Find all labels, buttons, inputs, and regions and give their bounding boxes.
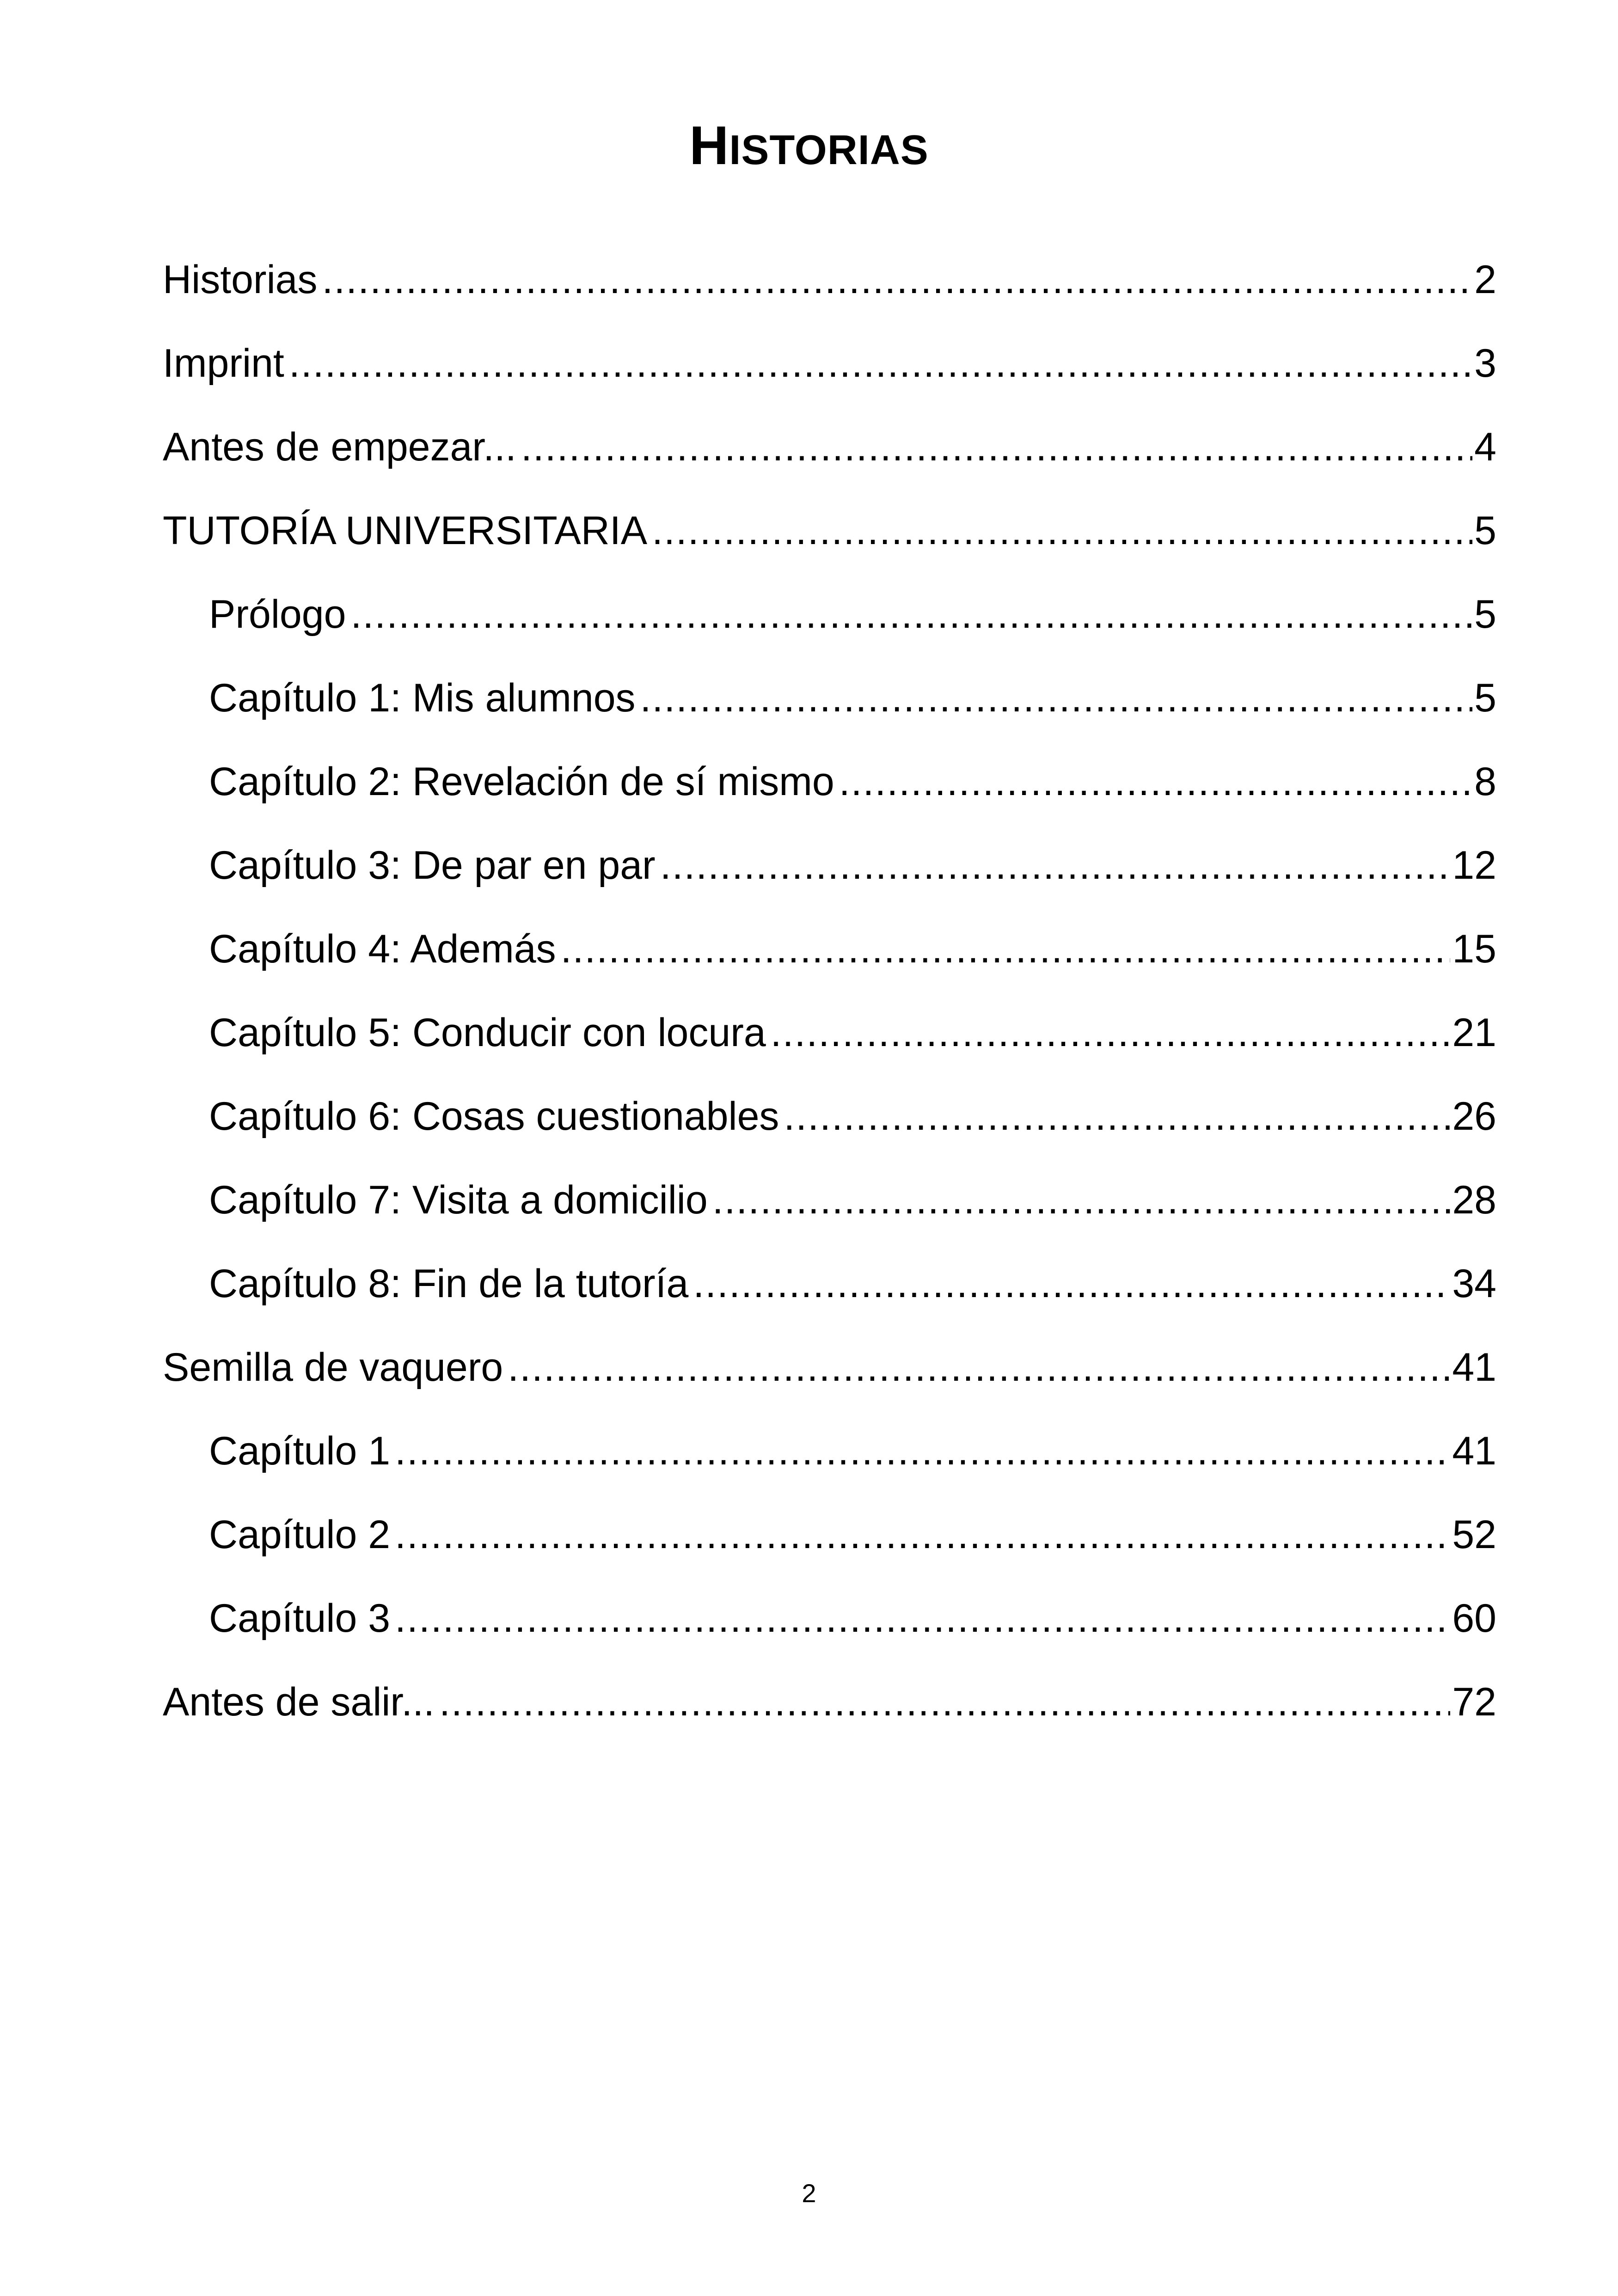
toc-entry-label: Capítulo 6: Cosas cuestionables xyxy=(209,1094,779,1139)
toc-dot-leader xyxy=(712,1172,1451,1228)
toc-entry-label: Historias xyxy=(163,257,318,302)
toc-entry[interactable] xyxy=(163,921,1496,1005)
toc-entry-label: Capítulo 2 xyxy=(209,1512,391,1557)
toc-entry-label: Prólogo xyxy=(209,592,346,637)
toc-entry-page: 15 xyxy=(1452,927,1496,971)
toc-entry[interactable] xyxy=(163,1005,1496,1089)
toc-entry-page: 12 xyxy=(1452,843,1496,888)
toc-dot-leader xyxy=(350,587,1472,642)
toc-dot-leader xyxy=(439,1674,1450,1730)
page-number: 2 xyxy=(802,2179,816,2208)
toc-entry-page: 52 xyxy=(1452,1512,1496,1557)
toc-entry-label: Antes de empezar... xyxy=(163,425,516,469)
toc-entry[interactable] xyxy=(163,754,1496,838)
toc-entry-label: Capítulo 2: Revelación de sí mismo xyxy=(209,759,834,804)
toc-dot-leader xyxy=(771,1005,1451,1060)
toc-entry-label: Capítulo 8: Fin de la tutoría xyxy=(209,1261,689,1306)
toc-entry-page: 2 xyxy=(1474,257,1496,302)
toc-dot-leader xyxy=(395,1591,1450,1646)
toc-entry[interactable] xyxy=(163,587,1496,670)
toc-entry[interactable] xyxy=(163,1674,1496,1758)
toc-entry-page: 28 xyxy=(1452,1178,1496,1222)
toc-entry-page: 26 xyxy=(1452,1094,1496,1139)
toc-entry[interactable] xyxy=(163,419,1496,503)
table-of-contents xyxy=(163,252,1496,1758)
toc-entry-label: Antes de salir... xyxy=(163,1680,435,1724)
toc-dot-leader xyxy=(784,1089,1450,1144)
toc-dot-leader xyxy=(395,1423,1450,1479)
toc-entry[interactable] xyxy=(163,1423,1496,1507)
toc-entry-label: Capítulo 5: Conducir con locura xyxy=(209,1010,766,1055)
toc-dot-leader xyxy=(660,838,1451,893)
toc-entry-page: 34 xyxy=(1452,1261,1496,1306)
toc-dot-leader xyxy=(395,1507,1450,1562)
toc-entry-label: Capítulo 3 xyxy=(209,1596,391,1641)
toc-entry[interactable] xyxy=(163,336,1496,419)
toc-entry-label: Semilla de vaquero xyxy=(163,1345,503,1390)
toc-entry[interactable] xyxy=(163,1507,1496,1591)
title-rest: ISTORIAS xyxy=(729,127,929,173)
toc-entry-page: 4 xyxy=(1474,425,1496,469)
toc-entry[interactable] xyxy=(163,838,1496,921)
toc-entry[interactable] xyxy=(163,503,1496,587)
toc-entry-page: 41 xyxy=(1452,1345,1496,1390)
toc-dot-leader xyxy=(839,754,1472,809)
toc-entry-label: Capítulo 1: Mis alumnos xyxy=(209,676,636,720)
toc-entry-label: Capítulo 1 xyxy=(209,1429,391,1473)
toc-entry-page: 8 xyxy=(1474,759,1496,804)
toc-entry-label: Imprint xyxy=(163,341,284,386)
toc-entry[interactable] xyxy=(163,1172,1496,1256)
toc-entry-page: 21 xyxy=(1452,1010,1496,1055)
toc-dot-leader xyxy=(640,670,1473,726)
toc-entry[interactable] xyxy=(163,1256,1496,1340)
toc-entry[interactable] xyxy=(163,1340,1496,1423)
toc-entry-page: 5 xyxy=(1474,676,1496,720)
toc-dot-leader xyxy=(322,252,1473,307)
toc-entry-page: 5 xyxy=(1474,508,1496,553)
page-title xyxy=(0,115,1618,178)
toc-dot-leader xyxy=(561,921,1451,977)
toc-dot-leader xyxy=(508,1340,1450,1395)
toc-entry-label: Capítulo 7: Visita a domicilio xyxy=(209,1178,708,1222)
toc-entry-page: 5 xyxy=(1474,592,1496,637)
toc-dot-leader xyxy=(289,336,1472,391)
toc-entry-page: 41 xyxy=(1452,1429,1496,1473)
toc-entry-page: 72 xyxy=(1452,1680,1496,1724)
toc-entry[interactable] xyxy=(163,252,1496,336)
title-first-letter: H xyxy=(689,115,729,176)
toc-entry[interactable] xyxy=(163,670,1496,754)
toc-entry-label: Capítulo 3: De par en par xyxy=(209,843,656,888)
toc-dot-leader xyxy=(652,503,1472,558)
toc-dot-leader xyxy=(693,1256,1450,1311)
toc-entry-page: 3 xyxy=(1474,341,1496,386)
toc-dot-leader xyxy=(521,419,1472,475)
toc-entry-page: 60 xyxy=(1452,1596,1496,1641)
toc-entry-label: Capítulo 4: Además xyxy=(209,927,556,971)
toc-entry[interactable] xyxy=(163,1089,1496,1172)
toc-entry[interactable] xyxy=(163,1591,1496,1674)
toc-entry-label: TUTORÍA UNIVERSITARIA xyxy=(163,508,648,553)
